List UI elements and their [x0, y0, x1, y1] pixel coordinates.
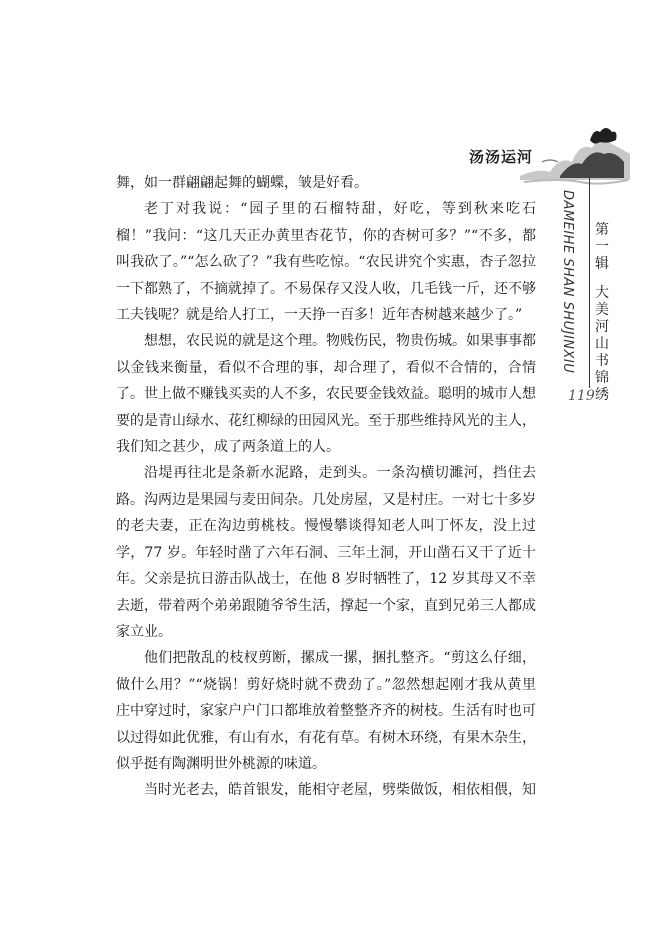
paragraph: 舞，如一群翩翩起舞的蝴蝶，皱是好看。 [116, 175, 368, 191]
cloud-stroke [542, 160, 558, 162]
mist-stroke [524, 180, 628, 184]
book-title-char: 绣 [595, 387, 609, 403]
book-title-char: 大 [595, 285, 609, 301]
ink-landscape-illustration [520, 118, 630, 188]
page-number: 119 [568, 388, 595, 404]
book-title-char: 河 [595, 319, 609, 335]
paragraph: 想想，农民说的就是这个理。物贱伤民，物贵伤城。如果事事都以金钱来衡量，看似不合理的事，却合理了，看似不合情的，合情了。世上做不赚钱买卖的人不多，农民要金钱效益。聪明的城市人想要的是青山绿水、花红柳绿的田园风光。至于那些维持风光的主人，我们知之甚少，成了两条道上的人。 [116, 333, 536, 456]
chapter-char: 第 [595, 222, 609, 238]
book-pinyin-text: DAMEIHE SHAN SHUJINXIU [560, 190, 575, 374]
paragraph: 沿堤再往北是条新水泥路，走到头。一条沟横切濉河，挡住去路。沟两边是果园与麦田间杂。几处房屋，又是村庄。一对七十多岁的老夫妻，正在沟边剪桃枝。慢慢攀谈得知老人叫丁怀友，没上过学，77 岁。年轻时凿了六年石洞、三年土洞，开山凿石又干了近十年。父亲是抗日游击队战士，在他 8 岁时牺牲了，12 岁其母又不幸去逝，带着两个弟弟跟随爷爷生活，撑起一个家，直到兄弟三人都成家立业。 [116, 465, 536, 640]
chapter-char: 一 [595, 239, 609, 255]
paragraph: 他们把散乱的枝杈剪断，摞成一摞，捆扎整齐。“剪这么仔细，做什么用？”“烧锅！剪好烧时就不费劲了。”忽然想起刚才我从黄里庄中穿过时，家家户户门口都堆放着整整齐齐的树枝。生活有时也可以过得如此优雅，有山有水，有花有草。有树木环绕，有果木杂生，似乎挺有陶渊明世外桃源的味道。 [116, 650, 536, 772]
side-divider-line [589, 178, 590, 388]
book-title-char: 山 [595, 336, 609, 352]
book-title-char: 美 [595, 302, 609, 318]
paragraph: 老丁对我说：“园子里的石榴特甜，好吃，等到秋来吃石榴！”我问：“这几天正办黄里杏花节，你的杏树可多？”“不多，都叫我砍了。”“怎么砍了？”我有些吃惊。“农民讲究个实惠，杏子忽拉一下都熟了，不摘就掉了。不易保存又没人收，几毛钱一斤，还不够工夫钱呢？就是给人打工，一天挣一百多！近年杏树越来越少了。” [116, 201, 536, 324]
book-title-char: 锦 [595, 370, 609, 386]
paragraph: 当时光老去，皓首银发，能相守老屋，劈柴做饭，相依相偎，知 [144, 782, 536, 799]
book-title-char: 书 [595, 353, 609, 369]
book-pinyin-vertical [557, 190, 577, 400]
tree-shape [590, 128, 617, 144]
chapter-gap [593, 273, 611, 285]
body-text [116, 170, 536, 804]
running-header-title: 汤汤运河 [469, 148, 534, 166]
chapter-char: 辑 [595, 256, 609, 272]
chapter-title-vertical [593, 222, 611, 404]
